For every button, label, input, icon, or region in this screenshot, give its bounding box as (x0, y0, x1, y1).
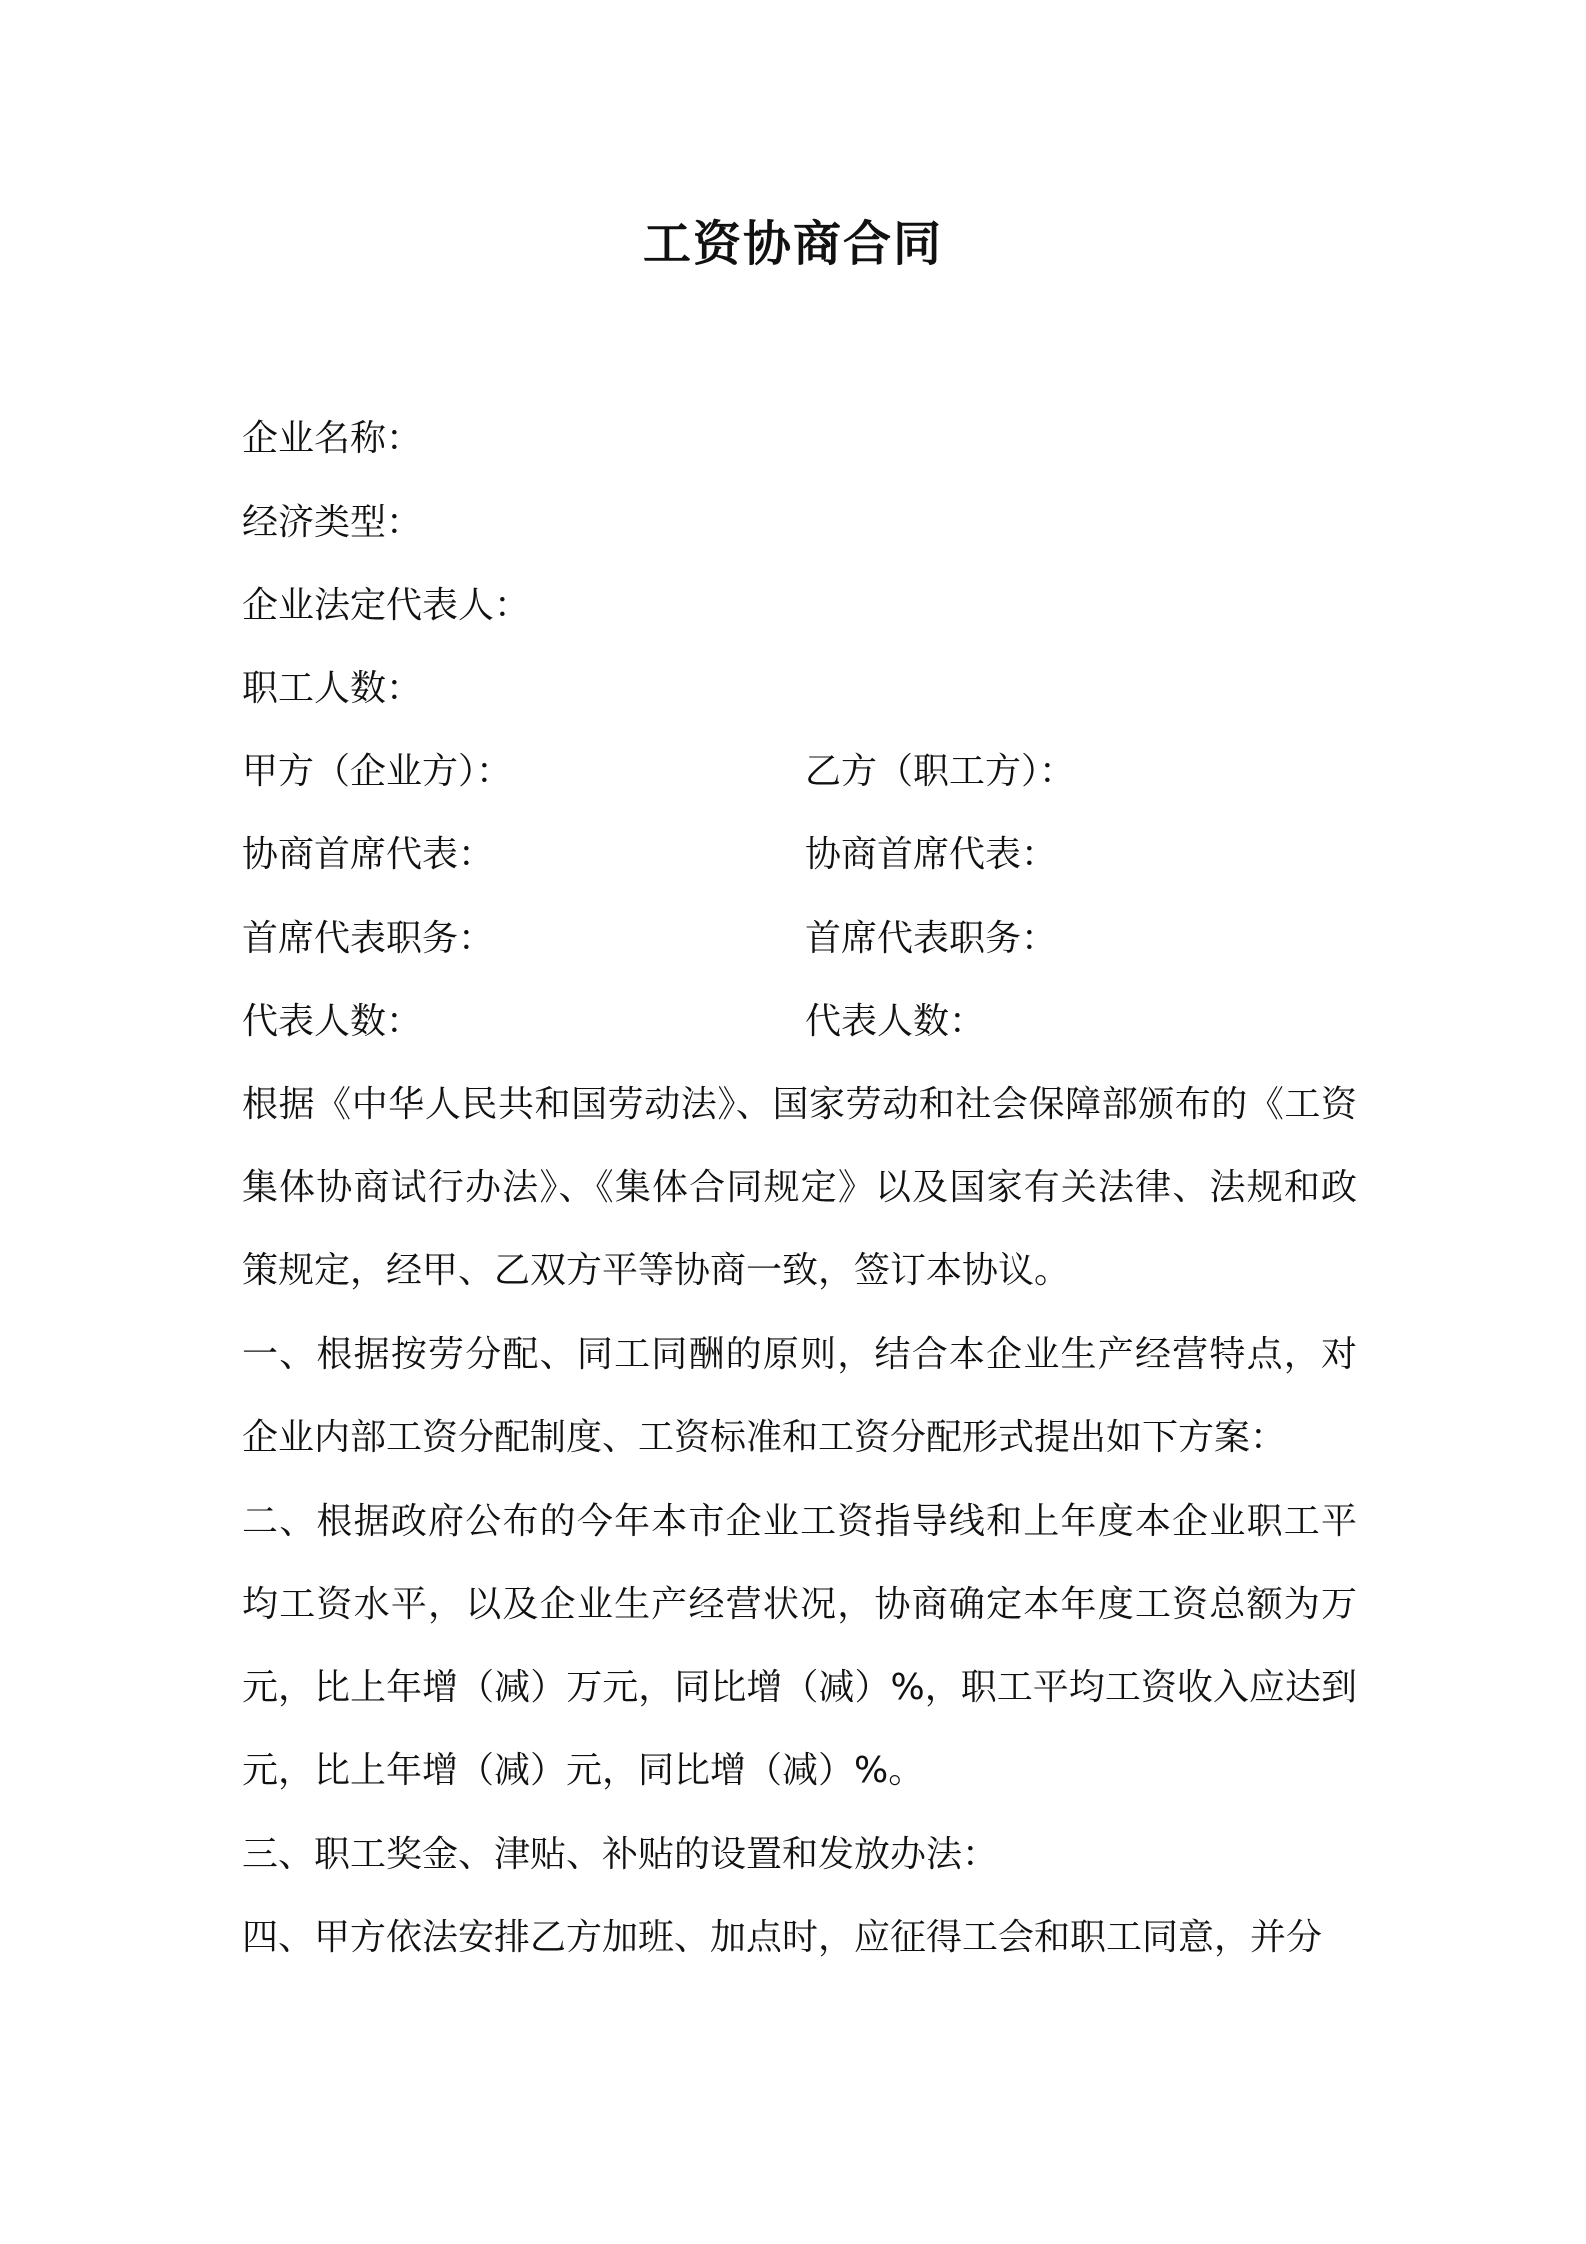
party-b-chief-representative: 协商首席代表： (805, 834, 1058, 875)
party-a-representative-count: 代表人数： (242, 1001, 423, 1042)
party-b-label: 乙方（职工方）： (805, 751, 1076, 792)
party-a-label: 甲方（企业方）： (242, 751, 513, 792)
paragraph-clause-1: 一、根据按劳分配、同工同酬的原则，结合本企业生产经营特点，对企业内部工资分配制度、工资标准和工资分配形式提出如下方案： (242, 1334, 1357, 1458)
field-economic-type: 经济类型： (242, 502, 423, 543)
paragraph-clause-3: 三、职工奖金、津贴、补贴的设置和发放办法： (242, 1834, 999, 1875)
party-a-chief-position: 首席代表职务： (242, 918, 495, 959)
document-title: 工资协商合同 (642, 216, 943, 272)
paragraph-clause-4: 四、甲方依法安排乙方加班、加点时，应征得工会和职工同意，并分 (242, 1917, 1323, 1958)
party-a-chief-representative: 协商首席代表： (242, 834, 495, 875)
paragraph-clause-2: 二、根据政府公布的今年本市企业工资指导线和上年度本企业职工平均工资水平，以及企业生产经营状况，协商确定本年度工资总额为万元，比上年增（减）万元，同比增（减）%，职工平均工资收入应达到元，比上年增（减）元，同比增（减）%。 (242, 1501, 1357, 1791)
party-row (242, 996, 1362, 1048)
party-row (242, 913, 1362, 965)
paragraph-preamble: 根据《中华人民共和国劳动法》、国家劳动和社会保障部颁布的《工资集体协商试行办法》、《集体合同规定》以及国家有关法律、法规和政策规定，经甲、乙双方平等协商一致，签订本协议。 (242, 1084, 1357, 1291)
field-company-name: 企业名称： (242, 418, 423, 459)
party-b-chief-position: 首席代表职务： (805, 918, 1058, 959)
party-b-representative-count: 代表人数： (805, 1001, 986, 1042)
field-employee-count: 职工人数： (242, 668, 423, 709)
field-legal-representative: 企业法定代表人： (242, 585, 531, 626)
party-row (242, 746, 1362, 798)
party-row (242, 829, 1362, 881)
